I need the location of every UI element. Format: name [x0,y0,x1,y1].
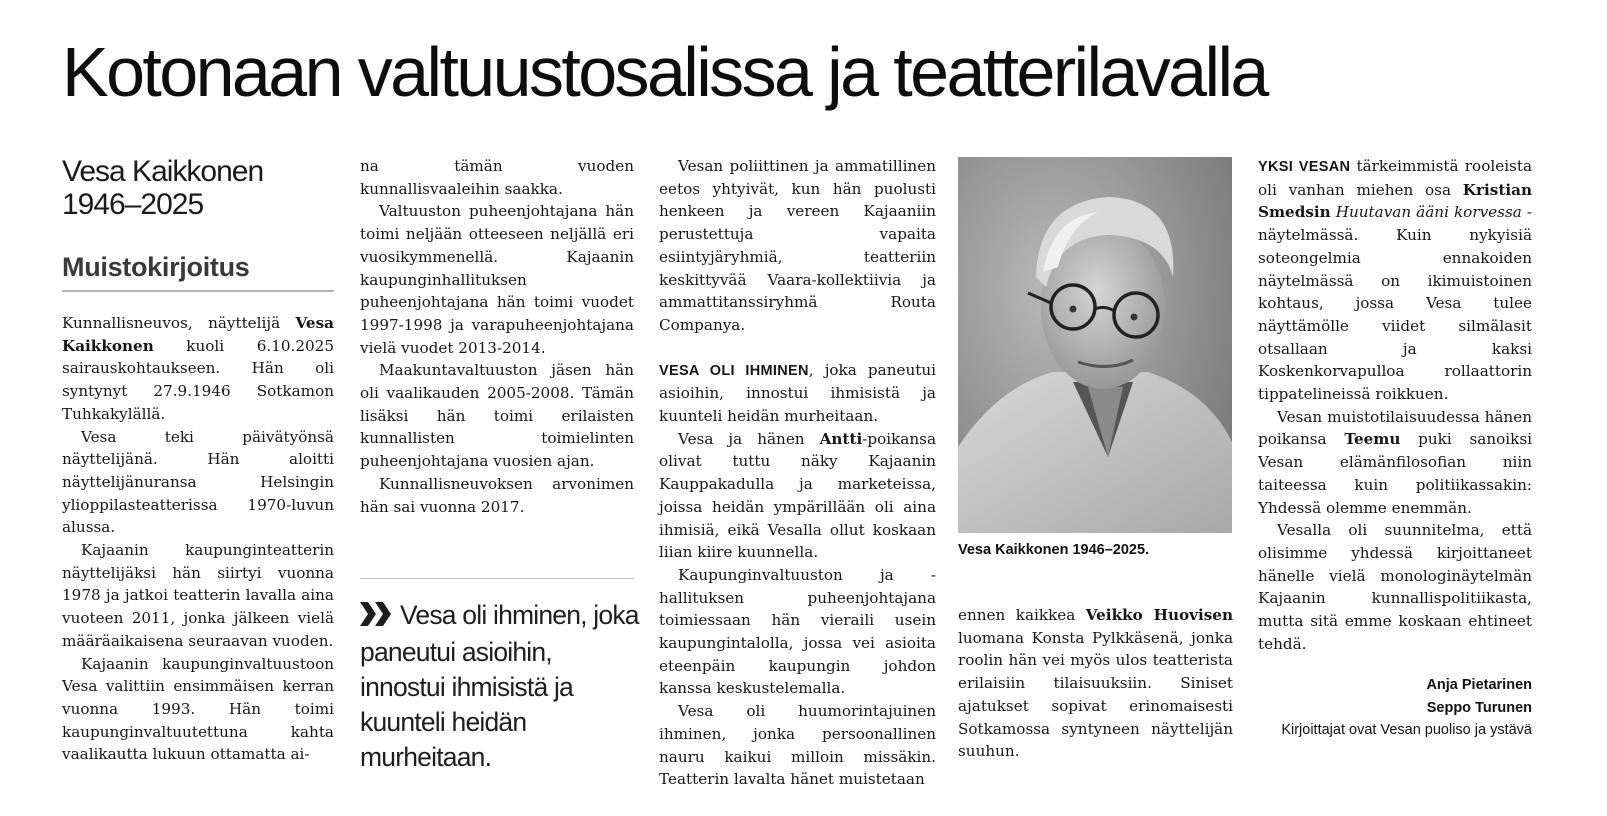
author-name: Seppo Turunen [1426,699,1532,716]
paragraph: Kunnallisneuvos, näyttelijä Vesa Kaikkonen kuoli 6.10.2025 sairauskohtaukseen. Hän oli syntynyt 27.9.1946 Sotkamon Tuhkakylällä. [62,314,334,423]
deceased-years: 1946–2025 [62,188,204,221]
paragraph: Kaupunginvaltuuston ja -hallituksen puheenjohtajana toimiessaan hän vieraili usein kaupungintalolla, jossa vei asioita eteenpäin kaupungin johdon kanssa keskustelemalla. [659,565,936,698]
bold-name: Antti [819,429,863,448]
paragraph: Vesan poliittinen ja ammatillinen eetos yhtyivät, kun hän puolusti henkeen ja vereen Kajaaniin perustettuja vapaita esiintyjäryhmiä, teatteriin keskittyvää Vaara-kollektiivia ja ammattitanssiryhmä Routa Companya. [659,157,936,334]
paragraph: Vesan muistotilaisuudessa hänen poikansa Teemu puki sanoiksi Vesan elämänfilosofian niin taiteessa kuin politiikassakin: Yhdessä olemme enemmän. [1258,407,1532,517]
paragraph: Kajaanin kaupunginteatterin näyttelijäksi hän siirtyi vuonna 1978 ja jatkoi teatterin lavalla aina vuoteen 2011, jonka jälkeen vielä määräaikaisena seuraavan vuoden. [62,541,334,650]
paragraph: Vesa teki päivätyönsä näyttelijänä. Hän aloitti näyttelijänuransa Helsingin ylioppilasteatterissa 1970-luvun alussa. [62,427,334,537]
portrait-photo [958,157,1232,533]
paragraph: Valtuuston puheenjohtajana hän toimi neljään otteeseen neljällä eri vuosikymmenellä. Kajaanin kaupunginhallituksen puheenjohtajana hän toimi vuodet 1997-1998 ja varapuheenjohtajana vielä vuodet 2013-2014. [360,202,634,357]
pull-quote [360,598,640,775]
paragraph: VESA OLI IHMINEN, joka paneutui asioihin, innostui ihmisistä ja kuunteli heidän murheitaan. [659,360,936,426]
article-column-1 [62,155,334,766]
article-column-3 [659,155,936,791]
quote-divider [360,578,634,579]
pull-quote-text: Vesa oli ihminen, joka paneutui asioihin, innostui ihmisistä ja kuunteli heidän murheitaan. [360,600,639,772]
deceased-name: Vesa Kaikkonen [62,155,264,188]
paragraph: Vesa ja hänen Antti-poikansa olivat tuttu näky Kajaanin Kauppakadulla ja marketeissa, joissa heidän ympärillään oli aina ihmisiä, eikä Vesalla ollut koskaan liian kiire kuunnella. [659,429,936,562]
paragraph: Vesalla oli suunnitelma, että olisimme yhdessä kirjoittaneet hänelle vielä monologinäytelmän Kajaanin kunnallispolitiikasta, mutta sitä emme koskaan ehtineet tehdä. [1258,521,1532,653]
bold-name: Vesa Kaikkonen [62,314,334,355]
article-column-2 [360,155,634,518]
caps-lead: YKSI VESAN [1258,159,1351,175]
author-note: Kirjoittajat ovat Vesan puoliso ja ystävä [1281,722,1532,739]
paragraph: Kunnallisneuvoksen arvonimen hän sai vuonna 2017. [360,474,634,516]
paragraph-continued: ennen kaikkea Veikko Huovisen luomana Konsta Pylkkäsenä, jonka roolin hän vei myös ulos teatterista erilaisiin tilaisuuksiin. Siniset ajatukset sopivat erinomaisesti Sotkamossa syntyneen näyttelijän suuhun. [958,606,1234,761]
photo-caption: Vesa Kaikkonen 1946–2025. [958,542,1150,558]
paragraph: Maakuntavaltuuston jäsen hän oli vaalikauden 2005-2008. Tämän lisäksi hän toimi erilaisten kunnallisten toimielinten puheenjohtajana vuosien ajan. [360,361,634,471]
paragraph: Kajaanin kaupunginvaltuustoon Vesa valittiin ensimmäisen kerran vuonna 1993. Hän toimi kaupunginvaltuutettuna kahta vaalikautta lukuun ottamatta ai- [62,654,334,764]
section-kicker: Muistokirjoitus [62,251,334,292]
article-column-4 [958,604,1233,763]
double-chevron-icon [360,600,394,635]
italic-title: Huutavan ääni korvessa [1330,203,1522,222]
paragraph-continued: na tämän vuoden kunnallisvaaleihin saakka. [360,157,634,198]
bold-name: Veikko Huovisen [1085,606,1234,624]
signature-block [1202,674,1532,742]
headline: Kotonaan valtuustosalissa ja teatterilavalla [62,33,1267,111]
paragraph: YKSI VESAN tärkeimmistä rooleista oli vanhan miehen osa Kristian Smedsin Huutavan ääni korvessa -näytelmässä. Kuin nykyisiä soteongelmia ennakoiden näytelmässä on ikimuistoinen kohtaus, jossa Vesa tulee näyttämölle viidet silmälasit otsallaan ja kaksi Koskenkorvapulloa rollaattorin tippatelineissä roikkuen. [1258,157,1532,404]
author-name: Anja Pietarinen [1426,677,1532,693]
paragraph: Vesa oli huumorintajuinen ihminen, jonka persoonallinen nauru kaikui milloin missäkin. Teatterin lavalta hänet muistetaan [659,702,936,789]
deceased-name-block [62,155,334,221]
caps-lead: VESA OLI IHMINEN [659,362,809,379]
bold-name: Kristian Smedsin [1258,180,1532,222]
article-column-5 [1258,155,1532,655]
bold-name: Teemu [1344,430,1401,449]
